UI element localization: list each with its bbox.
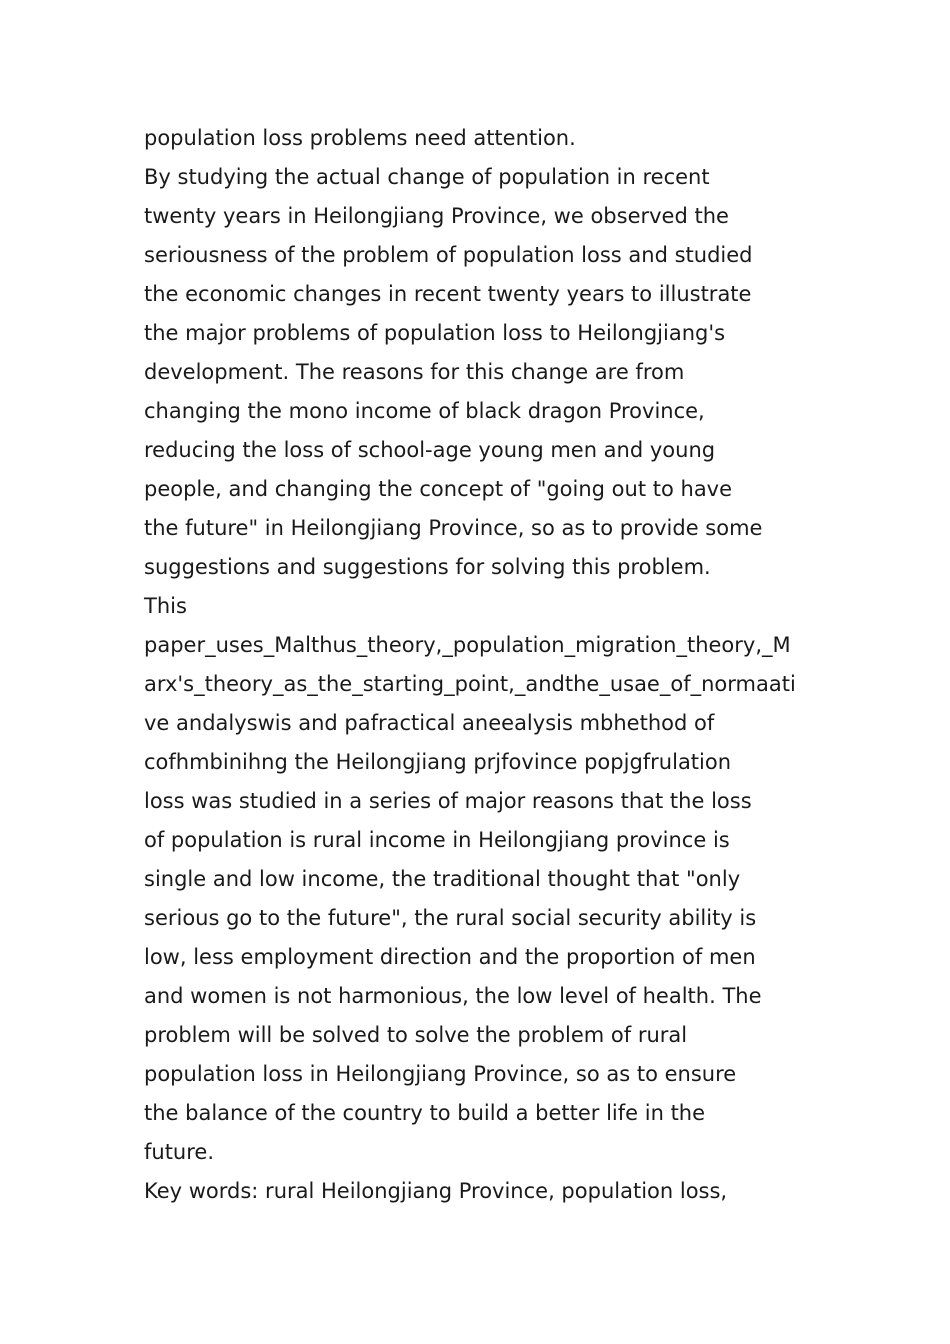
text-line-4: seriousness of the problem of population loss and studied	[144, 243, 753, 267]
text-line-11: the future" in Heilongjiang Province, so as to provide some	[144, 516, 763, 540]
text-line-24: problem will be solved to solve the problem of rural	[144, 1023, 688, 1047]
text-line-19: of population is rural income in Heilongjiang province is	[144, 828, 730, 852]
text-line-23: and women is not harmonious, the low level of health. The	[144, 984, 762, 1008]
keywords-line: Key words: rural Heilongjiang Province, population loss,	[144, 1179, 728, 1203]
text-line-3: twenty years in Heilongjiang Province, we observed the	[144, 204, 729, 228]
text-line-18: loss was studied in a series of major reasons that the loss	[144, 789, 752, 813]
text-line-13: This	[144, 594, 187, 618]
text-line-22: low, less employment direction and the proportion of men	[144, 945, 756, 969]
text-line-27: future.	[144, 1140, 215, 1164]
text-line-8: changing the mono income of black dragon Province,	[144, 399, 705, 423]
text-line-25: population loss in Heilongjiang Province, so as to ensure	[144, 1062, 737, 1086]
text-line-26: the balance of the country to build a better life in the	[144, 1101, 706, 1125]
text-line-15: arx's_theory_as_the_starting_point,_andthe_usae_of_normaati	[144, 672, 796, 696]
text-line-21: serious go to the future", the rural social security ability is	[144, 906, 757, 930]
text-line-2: By studying the actual change of population in recent	[144, 165, 710, 189]
text-line-16: ve andalyswis and pafractical aneealysis mbhethod of	[144, 711, 715, 735]
text-line-9: reducing the loss of school-age young men and young	[144, 438, 716, 462]
text-line-14: paper_uses_Malthus_theory,_population_migration_theory,_M	[144, 633, 791, 657]
text-line-12: suggestions and suggestions for solving this problem.	[144, 555, 711, 579]
text-line-7: development. The reasons for this change are from	[144, 360, 685, 384]
text-line-1: population loss problems need attention.	[144, 126, 576, 150]
text-line-6: the major problems of population loss to Heilongjiang's	[144, 321, 726, 345]
text-line-17: cofhmbinihng the Heilongjiang prjfovince popjgfrulation	[144, 750, 732, 774]
text-line-20: single and low income, the traditional thought that "only	[144, 867, 741, 891]
text-line-5: the economic changes in recent twenty years to illustrate	[144, 282, 752, 306]
text-line-10: people, and changing the concept of "going out to have	[144, 477, 733, 501]
document-page	[144, 119, 808, 1211]
